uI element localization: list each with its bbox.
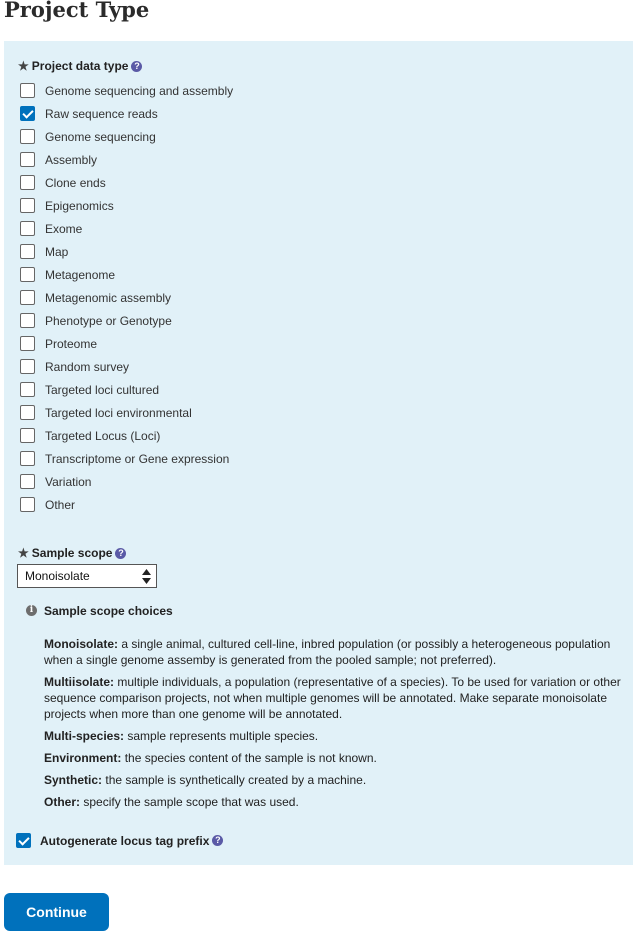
- project-data-type-option-label: Transcriptome or Gene expression: [45, 451, 230, 466]
- project-data-type-option-label: Phenotype or Genotype: [45, 313, 172, 328]
- project-data-type-option[interactable]: [20, 102, 233, 125]
- autogenerate-locus-tag-checkbox[interactable]: [16, 833, 31, 848]
- project-data-type-option-label: Random survey: [45, 359, 130, 374]
- project-data-type-option[interactable]: [20, 148, 233, 171]
- project-data-type-option-label: Exome: [45, 221, 83, 236]
- project-data-type-option-label: Epigenomics: [45, 198, 114, 213]
- project-data-type-option[interactable]: [20, 240, 233, 263]
- project-data-type-checkbox[interactable]: [20, 451, 35, 466]
- required-star-icon: ★: [18, 546, 29, 560]
- project-data-type-option-label: Metagenome: [45, 267, 116, 282]
- project-data-type-option[interactable]: [20, 447, 233, 470]
- choice-synthetic: [44, 772, 624, 788]
- project-data-type-checkbox[interactable]: [20, 106, 35, 121]
- autogenerate-locus-tag-row: [16, 833, 223, 848]
- project-data-type-option-label: Other: [45, 497, 76, 512]
- autogenerate-locus-tag-label: [40, 834, 223, 848]
- sample-scope-select[interactable]: [17, 564, 157, 588]
- select-arrows-icon: [142, 569, 151, 584]
- help-icon[interactable]: ?: [115, 548, 126, 559]
- project-data-type-checkbox[interactable]: [20, 152, 35, 167]
- autogenerate-locus-tag-label-text: Autogenerate locus tag prefix: [40, 833, 210, 848]
- choice-multiisolate: [44, 674, 624, 722]
- project-data-type-option-label: Map: [45, 244, 69, 259]
- choice-description: the sample is synthetically created by a machine.: [105, 773, 367, 787]
- project-data-type-checkbox[interactable]: [20, 428, 35, 443]
- project-data-type-option[interactable]: [20, 194, 233, 217]
- choice-description: specify the sample scope that was used.: [83, 795, 299, 809]
- choice-term: Monoisolate:: [44, 637, 118, 651]
- project-data-type-option[interactable]: [20, 286, 233, 309]
- project-data-type-option[interactable]: [20, 355, 233, 378]
- sample-scope-label: [18, 546, 126, 560]
- project-data-type-option[interactable]: [20, 493, 233, 516]
- choice-environment: [44, 750, 624, 766]
- project-data-type-option-label: Metagenomic assembly: [45, 290, 172, 305]
- info-icon: i: [26, 605, 37, 616]
- choice-description: a single animal, cultured cell-line, inbred population (or possibly a heterogeneous population when a single genome assemby is generated from the pooled sample; not preferred).: [44, 637, 611, 667]
- choice-term: Multiisolate:: [44, 675, 115, 689]
- project-data-type-checkbox[interactable]: [20, 359, 35, 374]
- choice-multi-species: [44, 728, 624, 744]
- project-data-type-label: [18, 59, 142, 73]
- choice-term: Other:: [44, 795, 80, 809]
- choice-description: the species content of the sample is not known.: [124, 751, 377, 765]
- help-icon[interactable]: ?: [131, 61, 142, 72]
- project-data-type-option[interactable]: [20, 378, 233, 401]
- project-data-type-options: [20, 79, 233, 516]
- project-data-type-checkbox[interactable]: [20, 175, 35, 190]
- project-data-type-option[interactable]: [20, 401, 233, 424]
- choice-other: [44, 794, 624, 810]
- choice-term: Environment:: [44, 751, 122, 765]
- project-data-type-option-label: Variation: [45, 474, 92, 489]
- project-data-type-checkbox[interactable]: [20, 474, 35, 489]
- help-icon[interactable]: ?: [212, 835, 223, 846]
- project-data-type-checkbox[interactable]: [20, 313, 35, 328]
- project-data-type-checkbox[interactable]: [20, 405, 35, 420]
- project-data-type-option-label: Assembly: [45, 152, 98, 167]
- sample-scope-selected-value: Monoisolate: [25, 569, 90, 583]
- page-title: Project Type: [4, 0, 150, 22]
- project-data-type-option-label: Genome sequencing and assembly: [45, 83, 234, 98]
- project-data-type-option[interactable]: [20, 309, 233, 332]
- project-type-panel: [4, 41, 633, 865]
- sample-scope-choices-title: Sample scope choices: [44, 604, 173, 618]
- choice-description: sample represents multiple species.: [127, 729, 319, 743]
- project-data-type-checkbox[interactable]: [20, 244, 35, 259]
- project-data-type-checkbox[interactable]: [20, 221, 35, 236]
- continue-button[interactable]: Continue: [4, 893, 109, 931]
- project-data-type-option[interactable]: [20, 470, 233, 493]
- project-data-type-checkbox[interactable]: [20, 290, 35, 305]
- project-data-type-option-label: Targeted loci cultured: [45, 382, 160, 397]
- project-data-type-option-label: Targeted loci environmental: [45, 405, 192, 420]
- project-data-type-option-label: Targeted Locus (Loci): [45, 428, 161, 443]
- sample-scope-label-text: Sample scope: [31, 546, 113, 560]
- project-data-type-label-text: Project data type: [31, 59, 129, 73]
- project-data-type-checkbox[interactable]: [20, 497, 35, 512]
- choice-description: multiple individuals, a population (representative of a species). To be used for variation or other sequence comparison projects, not when multiple genomes will be annotated. Make separate monoisolate projects when more than one genome will be annotated.: [44, 675, 621, 721]
- choice-term: Synthetic:: [44, 773, 103, 787]
- choice-monoisolate: [44, 636, 624, 668]
- project-data-type-option[interactable]: [20, 125, 233, 148]
- project-data-type-option[interactable]: [20, 263, 233, 286]
- required-star-icon: ★: [18, 59, 29, 73]
- project-data-type-option[interactable]: [20, 424, 233, 447]
- project-data-type-checkbox[interactable]: [20, 267, 35, 282]
- project-data-type-checkbox[interactable]: [20, 198, 35, 213]
- project-data-type-option[interactable]: [20, 217, 233, 240]
- project-data-type-checkbox[interactable]: [20, 382, 35, 397]
- sample-scope-choices: [44, 636, 624, 816]
- project-data-type-option[interactable]: [20, 79, 233, 102]
- choice-term: Multi-species:: [44, 729, 125, 743]
- project-data-type-option-label: Clone ends: [45, 175, 106, 190]
- project-data-type-option-label: Raw sequence reads: [45, 106, 158, 121]
- project-data-type-checkbox[interactable]: [20, 336, 35, 351]
- project-data-type-checkbox[interactable]: [20, 129, 35, 144]
- project-data-type-checkbox[interactable]: [20, 83, 35, 98]
- project-data-type-option-label: Genome sequencing: [45, 129, 156, 144]
- project-data-type-option[interactable]: [20, 171, 233, 194]
- project-data-type-option-label: Proteome: [45, 336, 98, 351]
- project-data-type-option[interactable]: [20, 332, 233, 355]
